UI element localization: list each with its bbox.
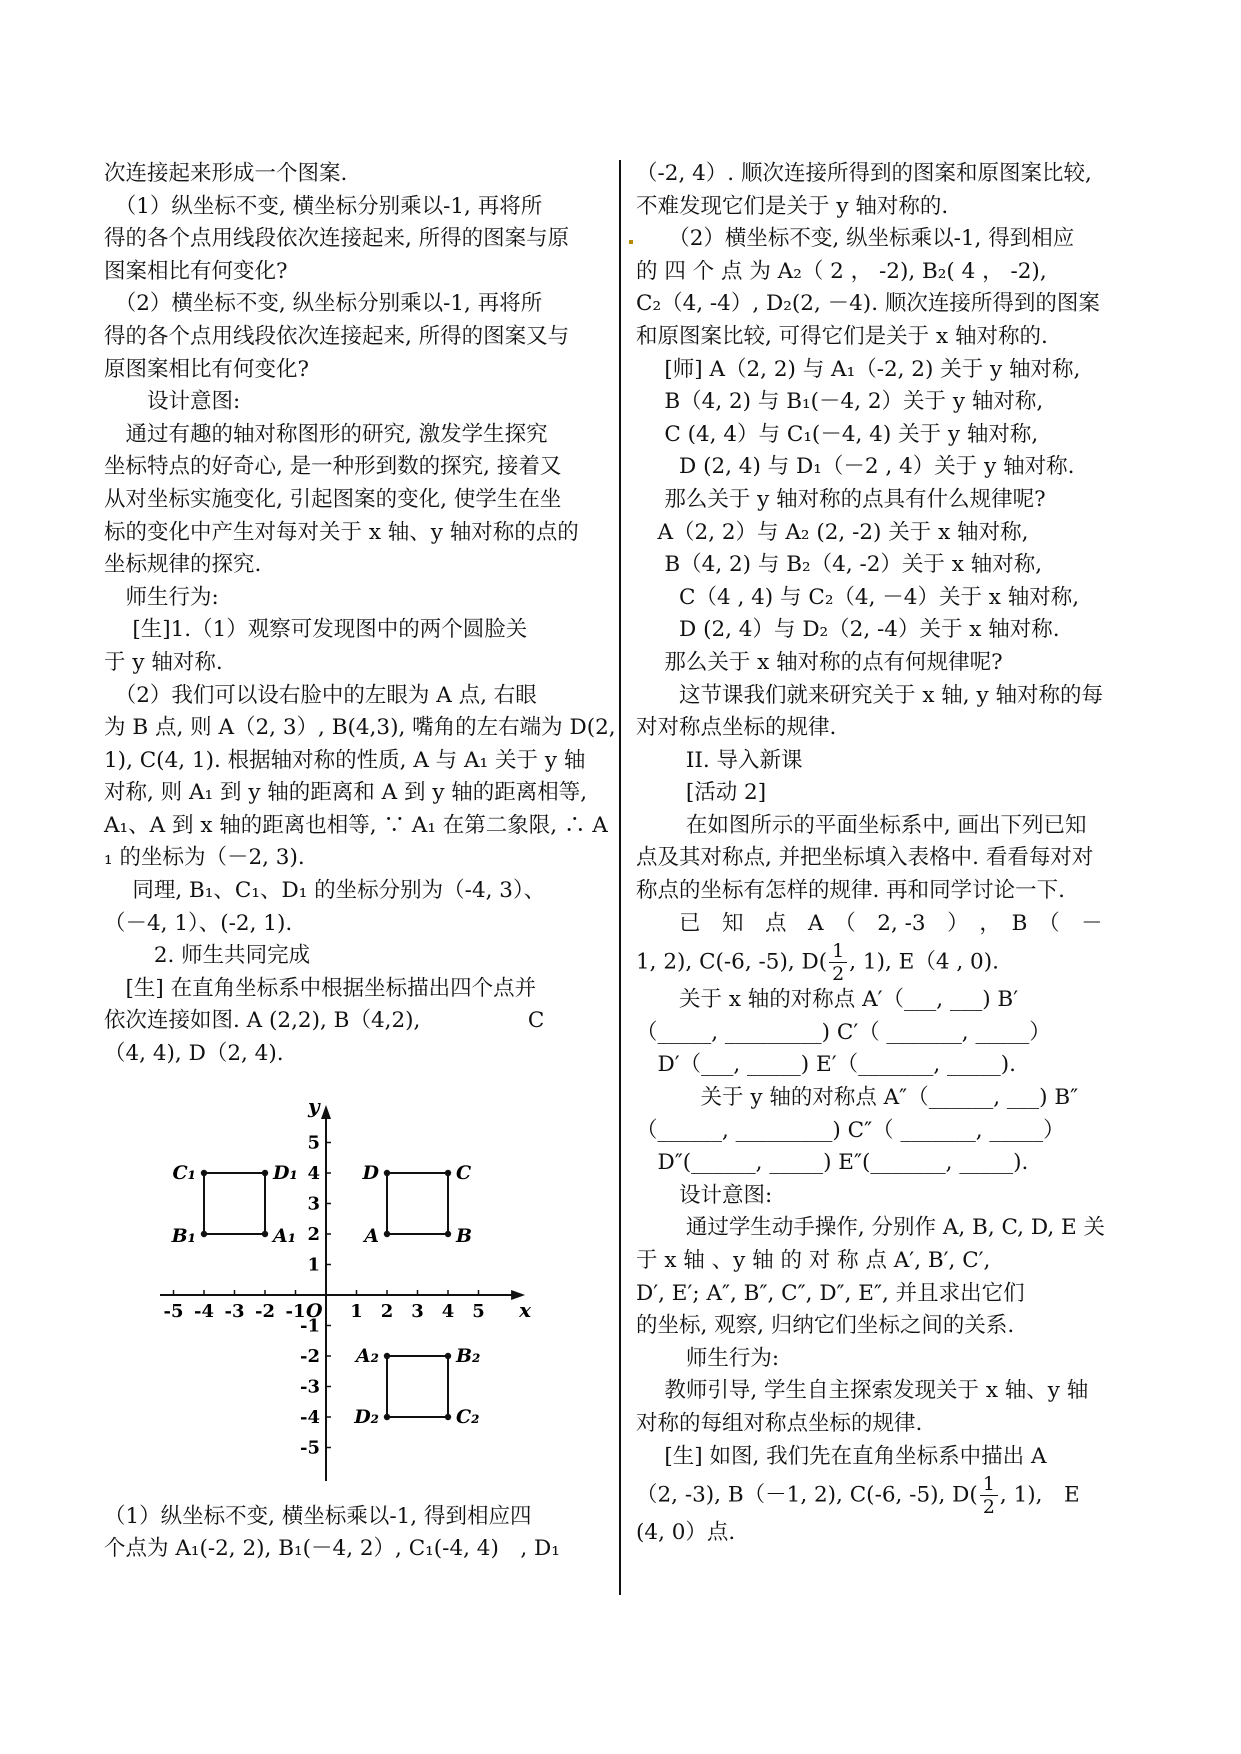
text-line: （_____, _________) C′（ _______, _____） <box>636 1019 1051 1045</box>
text-line: 设计意图: <box>636 1182 773 1208</box>
x-tick-label: 4 <box>441 1301 455 1322</box>
text-line: 于 x 轴 、y 轴 的 对 称 点 A′, B′, C′, <box>636 1248 991 1273</box>
text-line: 不难发现它们是关于 y 轴对称的. <box>636 193 949 219</box>
text-line: 从对坐标实施变化, 引起图案的变化, 使学生在坐 <box>104 486 562 512</box>
fraction-2-numerator: 1 <box>980 1473 998 1496</box>
fraction-1-numerator: 1 <box>829 940 847 963</box>
y-axis-label: y <box>308 1094 320 1119</box>
text-line: 教师引导, 学生自主探索发现关于 x 轴、y 轴 <box>636 1378 1089 1404</box>
x-tick-label: 1 <box>350 1301 363 1322</box>
text-line: 那么关于 x 轴对称的点有何规律呢? <box>636 649 1003 675</box>
origin-label: O <box>306 1300 323 1322</box>
frac-line-1-before: 1, 2), C(-6, -5), D( <box>636 949 828 975</box>
point-label: D₂ <box>354 1406 379 1428</box>
text-line: （-2, 4）. 顺次连接所得到的图案和原图案比较, <box>636 161 1092 186</box>
point-label: D <box>362 1162 379 1184</box>
text-line: （2）横坐标不变, 纵坐标分别乘以-1, 再将所 <box>104 291 543 317</box>
text-line: 的坐标, 观察, 归纳它们坐标之间的关系. <box>636 1313 1015 1339</box>
x-tick-label: 3 <box>411 1301 424 1322</box>
right-text-mid <box>636 984 1148 1473</box>
text-line: 在如图所示的平面坐标系中, 画出下列已知 <box>636 812 1087 838</box>
text-line: （4, 4), D（2, 4). <box>104 1041 284 1067</box>
x-tick-label: -5 <box>163 1301 184 1322</box>
point-dot <box>384 1353 390 1359</box>
fraction-1 <box>829 940 847 985</box>
text-line: C（4 , 4) 与 C₂（4, －4）关于 x 轴对称, <box>636 584 1080 610</box>
text-line: 依次连接如图. A (2,2), B（4,2), C <box>104 1008 545 1034</box>
text-line: 得的各个点用线段依次连接起来, 所得的图案与原 <box>104 226 570 252</box>
text-line: 坐标特点的好奇心, 是一种形到数的探究, 接着又 <box>104 454 562 480</box>
text-line: 点及其对称点, 并把坐标填入表格中. 看看每对对 <box>636 845 1094 871</box>
point-label: B <box>456 1225 473 1247</box>
point-label: A <box>364 1225 379 1247</box>
text-line: 的 四 个 点 为 A₂（ 2 ， -2), B₂( 4 ， -2), <box>636 258 1047 284</box>
frac-line-1 <box>636 940 1148 984</box>
square-outline <box>204 1173 265 1234</box>
text-line: 对对称点坐标的规律. <box>636 715 837 741</box>
x-tick-label: -1 <box>285 1301 306 1322</box>
text-line: （2）我们可以设右脸中的左眼为 A 点, 右眼 <box>104 682 537 708</box>
point-dot <box>445 1414 451 1420</box>
square-outline <box>387 1356 448 1417</box>
text-line: 师生行为: <box>104 584 219 610</box>
text-line: 图案相比有何变化? <box>104 258 288 284</box>
point-dot <box>201 1231 207 1237</box>
text-line: C (4, 4）与 C₁(－4, 4) 关于 y 轴对称, <box>636 421 1039 447</box>
text-line: 为 B 点, 则 A（2, 3）, B(4,3), 嘴角的左右端为 D(2, <box>104 715 616 741</box>
text-line: 关于 x 轴的对称点 A′（___, ___) B′ <box>636 987 1019 1013</box>
text-line: 通过学生动手操作, 分别作 A, B, C, D, E 关 <box>636 1215 1106 1241</box>
text-line: C₂（4, -4）, D₂(2, －4). 顺次连接所得到的图案 <box>636 291 1100 317</box>
point-dot <box>384 1170 390 1176</box>
text-line: [活动 2] <box>636 780 767 806</box>
fraction-2 <box>980 1473 998 1518</box>
frac-line-1-after: , 1), E（4 , 0). <box>849 949 999 975</box>
point-dot <box>201 1170 207 1176</box>
right-text-top <box>636 158 1148 940</box>
text-line: 师生行为: <box>636 1345 780 1371</box>
text-line: 那么关于 y 轴对称的点具有什么规律呢? <box>636 486 1046 512</box>
text-line: 坐标规律的探究. <box>104 552 262 578</box>
coordinate-figure <box>160 1085 600 1505</box>
text-line: 对称, 则 A₁ 到 y 轴的距离和 A 到 y 轴的距离相等, <box>104 780 588 806</box>
text-line: B（4, 2) 与 B₁(－4, 2）关于 y 轴对称, <box>636 389 1044 415</box>
text-line: II. 导入新课 <box>636 747 803 773</box>
square-outline <box>387 1173 448 1234</box>
point-label: A₂ <box>355 1345 379 1367</box>
y-tick-label: 3 <box>307 1193 320 1215</box>
text-line: [生]1.（1）观察可发现图中的两个圆脸关 <box>104 617 528 643</box>
text-line: D″(______, _____) E″(_______, _____). <box>636 1150 1029 1176</box>
text-line: D (2, 4) 与 D₁（－2 , 4）关于 y 轴对称. <box>636 454 1075 480</box>
x-tick-label: 2 <box>380 1301 394 1322</box>
point-dot <box>445 1170 451 1176</box>
point-label: C₂ <box>456 1406 480 1428</box>
text-line: （1）纵坐标不变, 横坐标乘以-1, 得到相应四 <box>104 1503 532 1529</box>
point-dot <box>262 1170 268 1176</box>
point-label: B₁ <box>171 1225 196 1247</box>
x-axis-label: x <box>519 1298 532 1322</box>
point-dot <box>445 1353 451 1359</box>
y-tick-label: -2 <box>300 1346 320 1367</box>
point-label: B₂ <box>456 1345 481 1367</box>
x-tick-label: -3 <box>224 1301 245 1322</box>
text-line: D′, E′; A″, B″, C″, D″, E″, 并且求出它们 <box>636 1280 1025 1306</box>
text-line: D′（___, _____) E′（_______, _____). <box>636 1052 1016 1078</box>
y-tick-label: -1 <box>300 1315 320 1337</box>
point-label: A₁ <box>273 1225 297 1247</box>
y-tick-label: -3 <box>300 1376 320 1398</box>
fraction-2-denominator: 2 <box>982 1496 995 1519</box>
y-tick-label: 5 <box>307 1132 320 1154</box>
x-tick-label: -4 <box>194 1301 214 1322</box>
y-tick-label: 2 <box>307 1224 320 1245</box>
text-line: [生] 如图, 我们先在直角坐标系中描出 A <box>636 1443 1047 1469</box>
y-tick-label: 1 <box>307 1254 320 1276</box>
right-column <box>636 158 1148 1550</box>
point-dot <box>445 1231 451 1237</box>
text-line: （－4, 1）、(-2, 1). <box>104 910 293 936</box>
text-line: 称点的坐标有怎样的规律. 再和同学讨论一下. <box>636 878 1066 904</box>
point-dot <box>262 1231 268 1237</box>
text-line: A（2, 2）与 A₂ (2, -2) 关于 x 轴对称, <box>636 519 1029 545</box>
text-line: 于 y 轴对称. <box>104 649 223 675</box>
text-line: 已 知 点 A （ 2, -3 ） ， B （ － <box>636 910 1103 936</box>
text-line: （2）横坐标不变, 纵坐标乘以-1, 得到相应 <box>636 226 1075 252</box>
text-line: 对称的每组对称点坐标的规律. <box>636 1410 923 1436</box>
point-dot <box>384 1414 390 1420</box>
frac-line-2-after: , 1), E <box>999 1482 1080 1508</box>
right-last-line: (4, 0）点. <box>636 1520 736 1546</box>
text-line: 和原图案比较, 可得它们是关于 x 轴对称的. <box>636 323 1048 349</box>
text-line: 关于 y 轴的对称点 A″（______, ___) B″ <box>636 1085 1079 1111</box>
text-line: （1）纵坐标不变, 横坐标分别乘以-1, 再将所 <box>104 193 543 219</box>
frac-line-2-before: （2, -3), B（－1, 2), C(-6, -5), D( <box>636 1482 978 1508</box>
fraction-1-denominator: 2 <box>832 963 845 986</box>
text-line: B（4, 2) 与 B₂（4, -2）关于 x 轴对称, <box>636 552 1043 578</box>
text-line: [生] 在直角坐标系中根据坐标描出四个点并 <box>104 975 537 1001</box>
text-line: 这节课我们就来研究关于 x 轴, y 轴对称的每 <box>636 682 1103 708</box>
x-tick-label: -2 <box>255 1301 275 1322</box>
text-line: D (2, 4）与 D₂（2, -4）关于 x 轴对称. <box>636 617 1060 643</box>
frac-line-2 <box>636 1473 1148 1517</box>
y-tick-label: -4 <box>300 1407 320 1428</box>
text-line: ₁ 的坐标为（－2, 3). <box>104 845 305 871</box>
text-line: [师] A（2, 2) 与 A₁（-2, 2) 关于 y 轴对称, <box>636 356 1081 382</box>
point-label: C <box>456 1162 472 1184</box>
x-tick-label: 5 <box>472 1301 485 1322</box>
text-line: （______, _________) C″（ _______, _____） <box>636 1117 1065 1143</box>
text-line: 设计意图: <box>104 389 241 415</box>
text-line: 1), C(4, 1). 根据轴对称的性质, A 与 A₁ 关于 y 轴 <box>104 747 586 773</box>
text-line: 同理, B₁、C₁、D₁ 的坐标分别为（-4, 3）、 <box>104 878 546 904</box>
text-line: 得的各个点用线段依次连接起来, 所得的图案又与 <box>104 323 570 349</box>
point-label: D₁ <box>273 1162 298 1184</box>
text-line: 个点为 A₁(-2, 2), B₁(－4, 2）, C₁(-4, 4) , D₁ <box>104 1536 560 1562</box>
text-line: 标的变化中产生对每对关于 x 轴、y 轴对称的点的 <box>104 519 579 545</box>
margin-mark <box>629 240 633 244</box>
text-line: 通过有趣的轴对称图形的研究, 激发学生探究 <box>104 421 548 447</box>
text-line: 2. 师生共同完成 <box>104 943 311 969</box>
text-line: 次连接起来形成一个图案. <box>104 161 348 186</box>
text-line: A₁、A 到 x 轴的距离也相等, ∵ A₁ 在第二象限, ∴ A <box>104 812 608 838</box>
point-dot <box>384 1231 390 1237</box>
point-label: C₁ <box>172 1162 196 1184</box>
y-tick-label: -5 <box>300 1437 320 1459</box>
y-axis-arrow <box>321 1105 331 1119</box>
y-tick-label: 4 <box>307 1163 320 1184</box>
column-divider <box>619 160 621 1595</box>
text-line: 原图案相比有何变化? <box>104 356 310 382</box>
